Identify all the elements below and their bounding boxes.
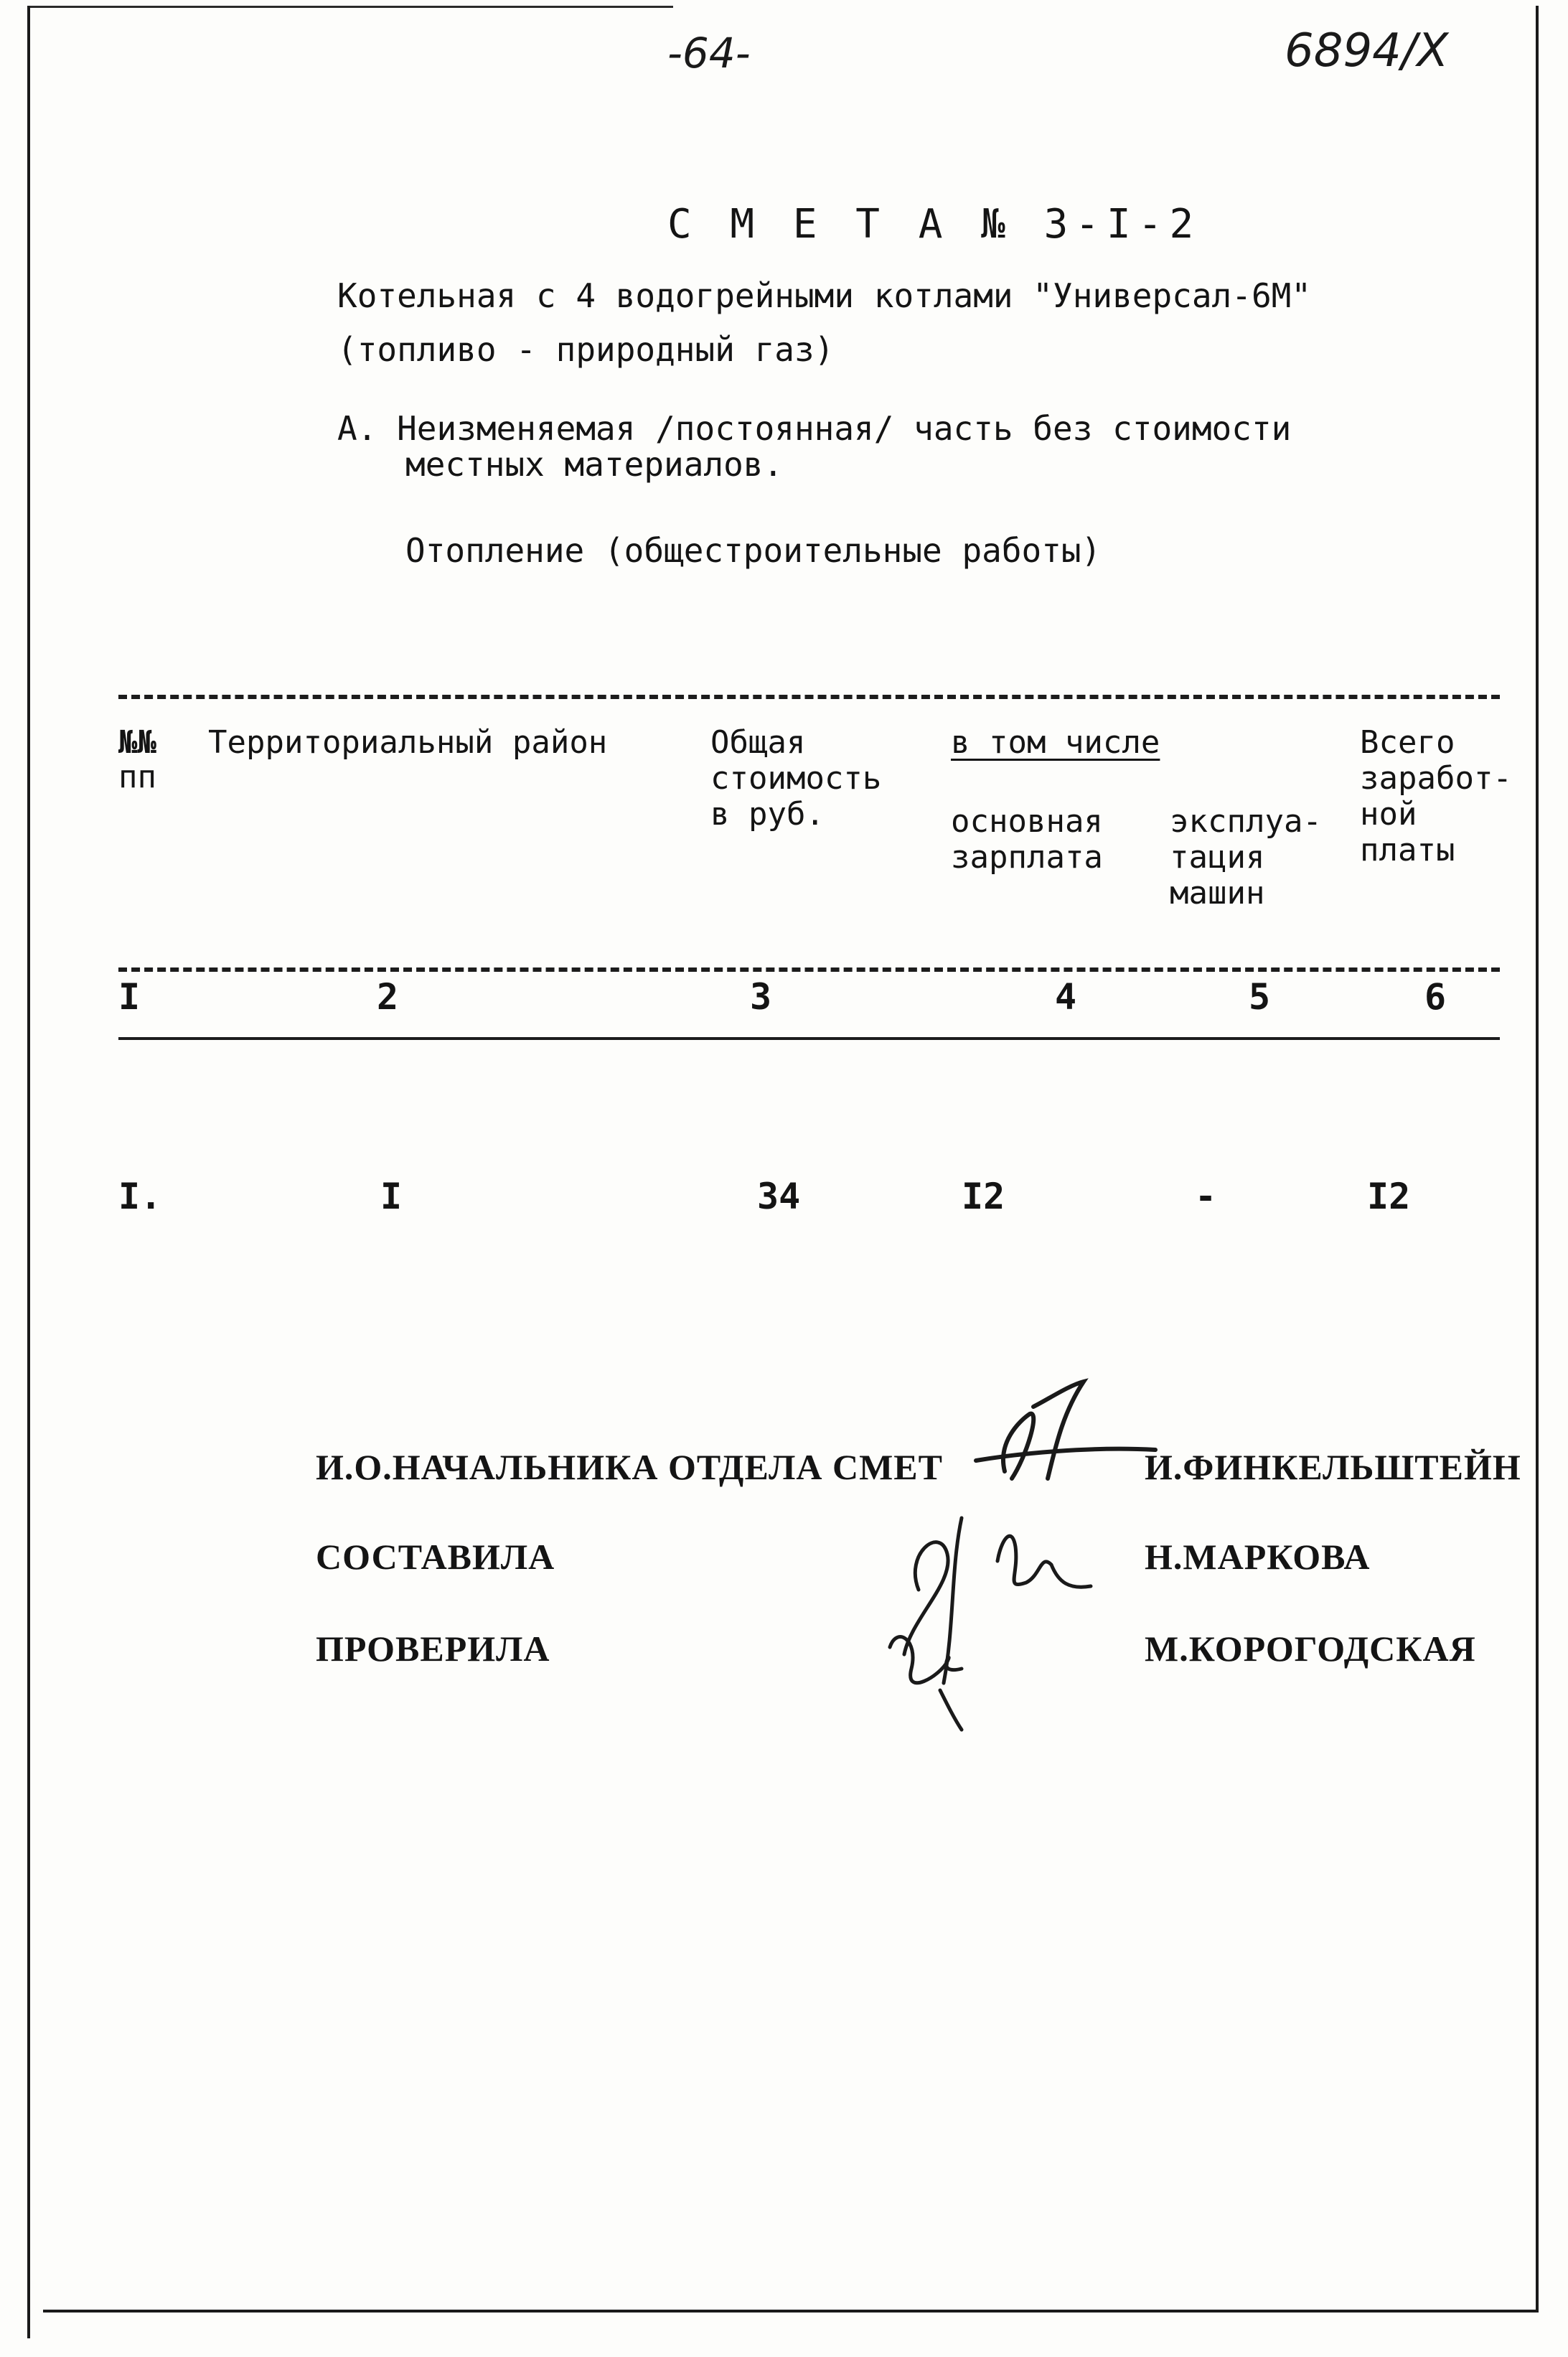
- handwritten-signature-1: [962, 1378, 1163, 1500]
- frame-right-edge: [1536, 6, 1539, 2311]
- column-number-2: 2: [377, 976, 399, 1018]
- header-total-line-1: Общая: [710, 724, 806, 761]
- column-number-5: 5: [1249, 976, 1271, 1018]
- table-row-cell-1: I.: [118, 1176, 162, 1217]
- subtitle-line-1: Котельная с 4 водогрейными котлами "Универсал-6М": [337, 276, 1312, 315]
- header-total-line-3: в руб.: [710, 796, 825, 833]
- header-total-line-2: стоимость: [710, 760, 882, 797]
- signature-role-3: ПРОВЕРИЛА: [316, 1629, 550, 1669]
- table-numbers-rule: [118, 1037, 1500, 1040]
- table-row-cell-6: I2: [1367, 1176, 1411, 1217]
- frame-bottom-edge: [43, 2310, 1539, 2313]
- header-district: Территориальный район: [208, 724, 608, 761]
- archive-code: 6894/X: [1285, 24, 1449, 78]
- header-machines-line-1: эксплуа-: [1170, 803, 1322, 840]
- header-total-salary-line-2: заработ-: [1360, 760, 1512, 797]
- column-number-4: 4: [1055, 976, 1077, 1018]
- signature-name-2: Н.МАРКОВА: [1145, 1537, 1371, 1577]
- table-top-rule: [118, 695, 1500, 699]
- frame-left-edge: [27, 6, 30, 2338]
- header-including: в том числе: [951, 724, 1160, 761]
- header-total-salary-line-1: Всего: [1360, 724, 1455, 761]
- header-total-salary-line-3: ной: [1360, 796, 1417, 833]
- signature-role-2: СОСТАВИЛА: [316, 1537, 555, 1577]
- section-a-line-2: местных материалов.: [405, 445, 784, 484]
- header-total-salary-line-4: платы: [1360, 832, 1455, 868]
- table-row-cell-3: 34: [757, 1176, 801, 1217]
- table-header-rule: [118, 967, 1500, 972]
- column-number-6: 6: [1424, 976, 1447, 1018]
- header-num-line-2: пп: [118, 759, 156, 795]
- section-a-line-1: А. Неизменяемая /постоянная/ часть без стоимости: [337, 409, 1292, 448]
- header-machines-line-2: тация: [1170, 839, 1265, 876]
- header-basic-salary-line-2: зарплата: [951, 839, 1103, 876]
- table-row-cell-5: -: [1195, 1176, 1217, 1217]
- header-basic-salary-line-1: основная: [951, 803, 1103, 840]
- header-machines-line-3: машин: [1170, 875, 1265, 912]
- header-num-line-1: №№: [118, 724, 156, 761]
- document-title: С М Е Т А № 3-I-2: [667, 201, 1201, 248]
- handwritten-signature-2: [875, 1496, 1112, 1733]
- column-number-3: 3: [750, 976, 772, 1018]
- subtitle-line-2: (топливо - природный газ): [337, 330, 835, 369]
- frame-top-edge: [27, 6, 673, 8]
- signature-name-1: И.ФИНКЕЛЬШТЕЙН: [1145, 1447, 1521, 1487]
- signature-role-1: И.О.НАЧАЛЬНИКА ОТДЕЛА СМЕТ: [316, 1447, 943, 1487]
- table-row-cell-2: I: [380, 1176, 403, 1217]
- signature-name-3: М.КОРОГОДСКАЯ: [1145, 1629, 1476, 1669]
- page-number: -64-: [667, 29, 751, 78]
- column-number-1: I: [118, 976, 141, 1018]
- table-row-cell-4: I2: [962, 1176, 1005, 1217]
- section-name: Отопление (общестроительные работы): [405, 531, 1102, 570]
